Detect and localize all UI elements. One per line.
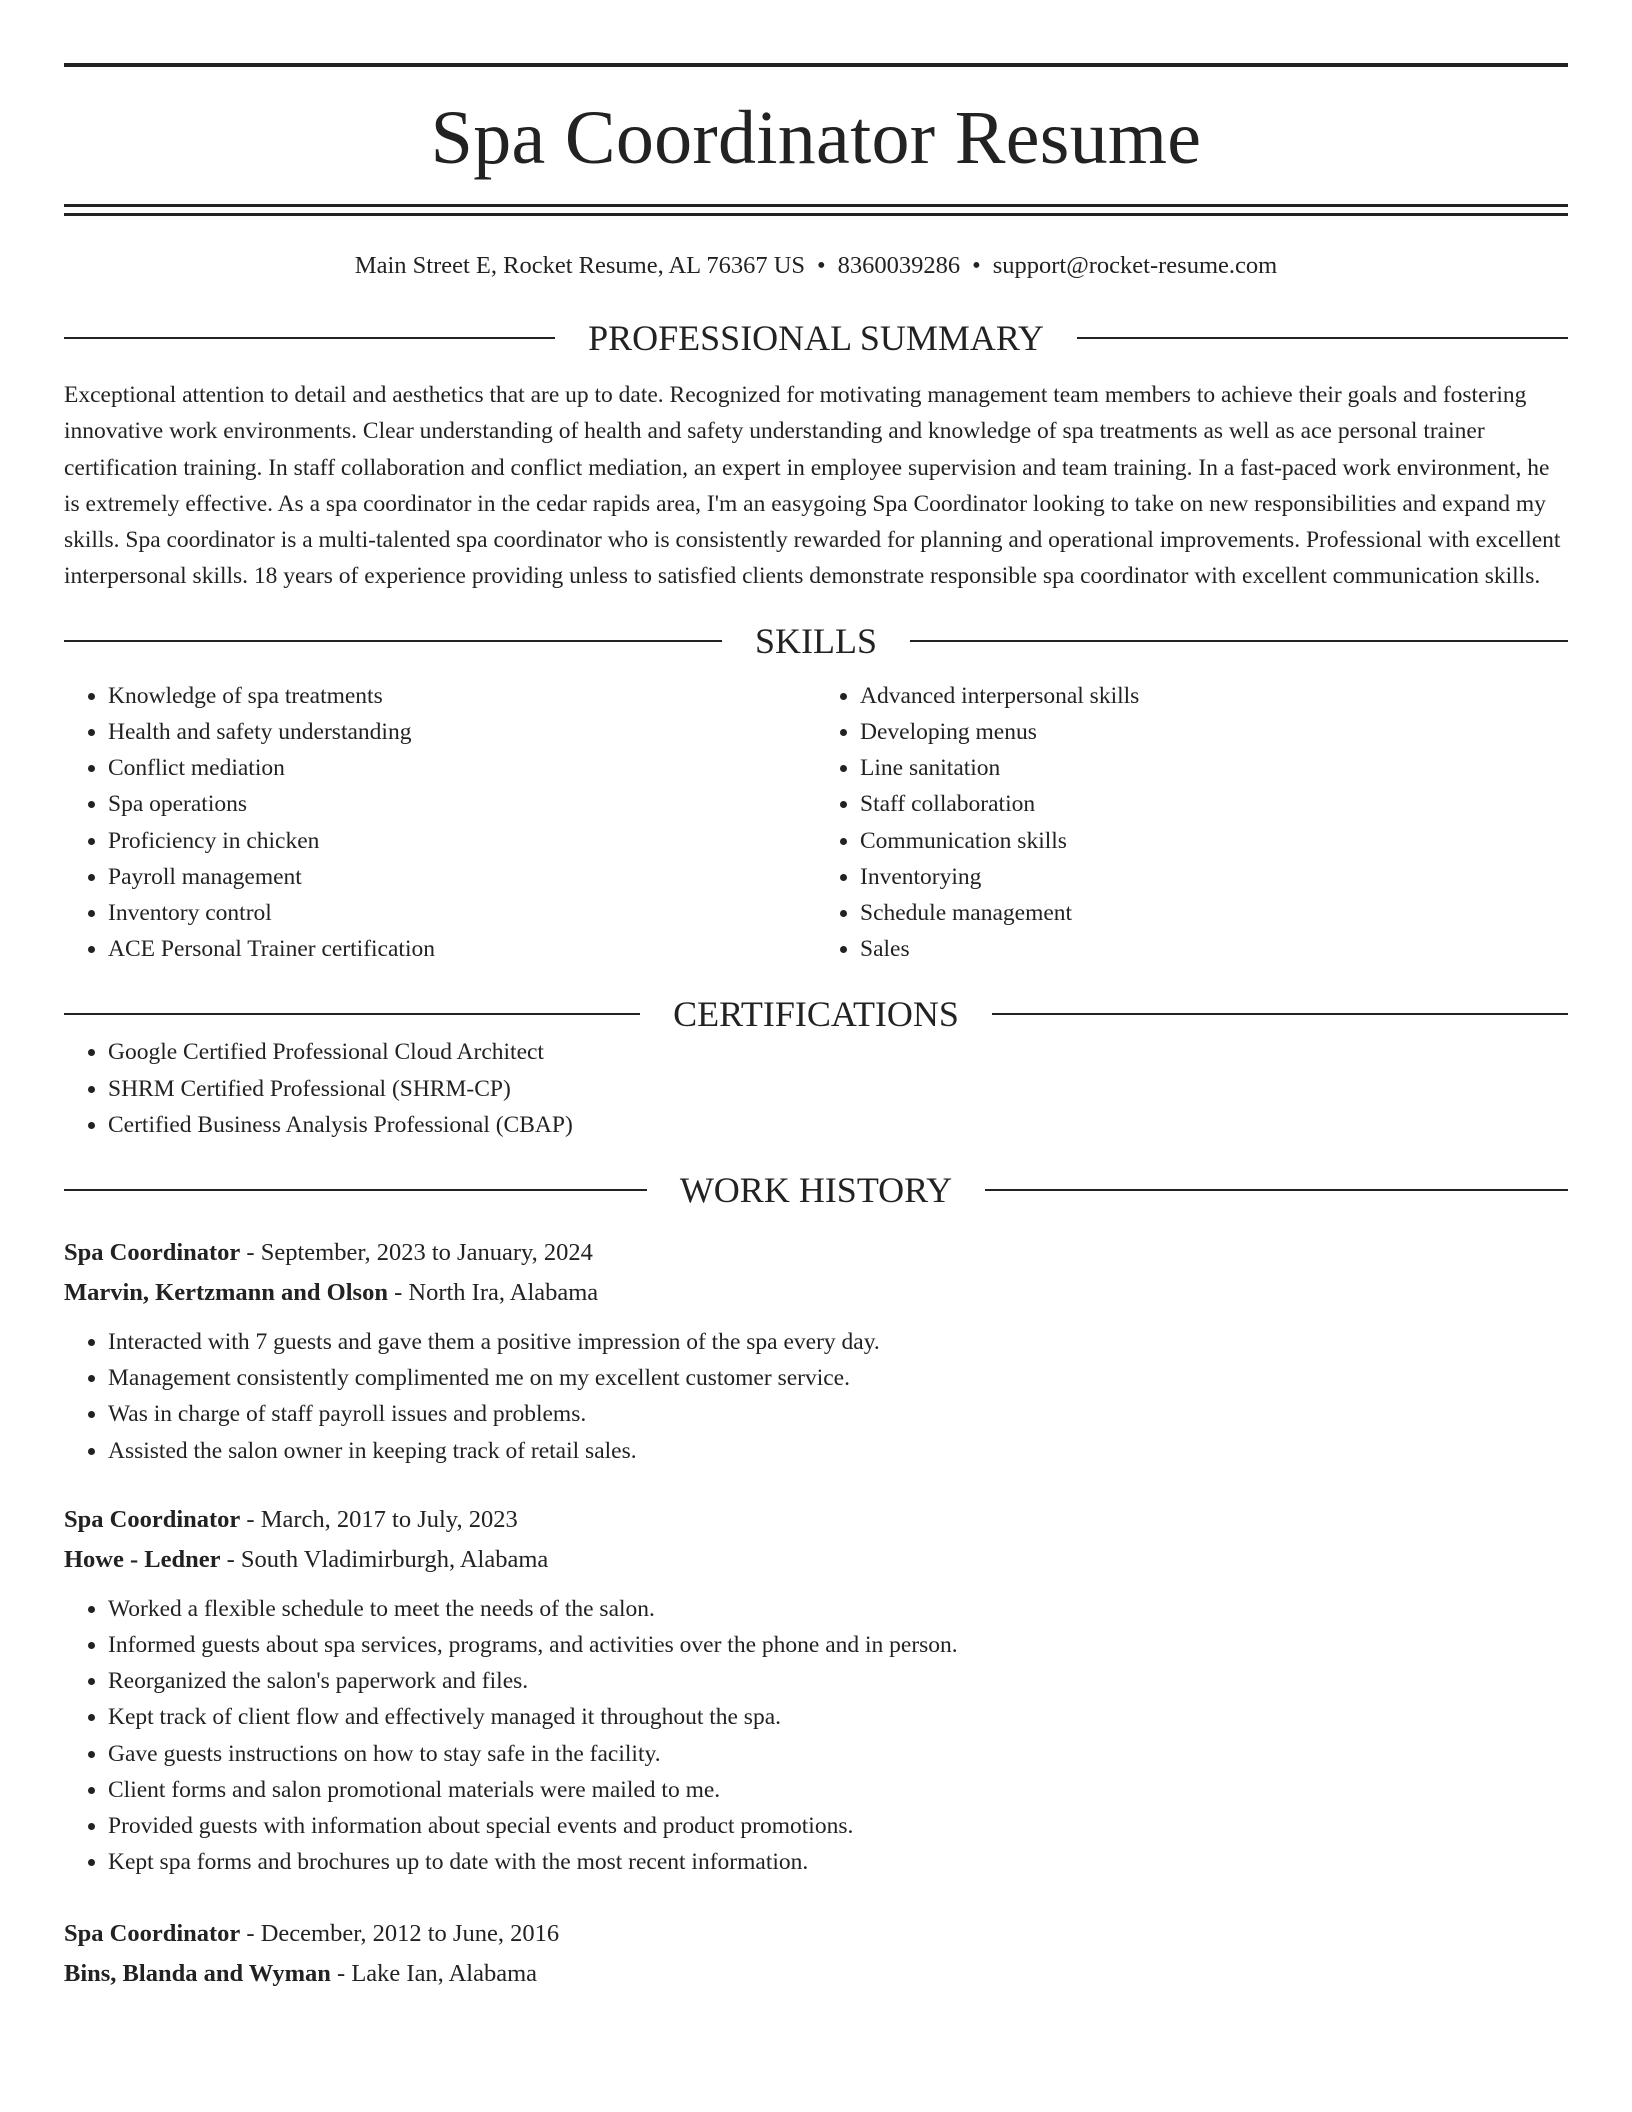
skill-item: • Advanced interpersonal skills <box>860 678 1568 714</box>
job-bullet: • Interacted with 7 guests and gave them a positive impression of the spa every day. <box>108 1324 1568 1360</box>
skills-heading <box>64 621 1568 661</box>
job-bullet: • Was in charge of staff payroll issues and problems. <box>108 1396 1568 1432</box>
certifications-list <box>64 1034 1568 1143</box>
job-company: Howe - Ledner <box>64 1545 221 1573</box>
skill-item: • Knowledge of spa treatments <box>108 678 816 714</box>
certification-item: • SHRM Certified Professional (SHRM-CP) <box>108 1071 1568 1107</box>
job-title: Spa Coordinator <box>64 1505 241 1533</box>
contact-phone: 8360039286 <box>837 252 961 279</box>
job-company-line <box>64 1540 1568 1580</box>
job-location: - North Ira, Alabama <box>387 1279 599 1307</box>
job-entry <box>64 1233 1568 1469</box>
job-bullet: • Gave guests instructions on how to stay safe in the facility. <box>108 1736 1568 1772</box>
skill-item: • Spa operations <box>108 786 816 822</box>
job-title: Spa Coordinator <box>64 1239 241 1267</box>
skill-item: • Developing menus <box>860 714 1568 750</box>
skill-item: • Conflict mediation <box>108 750 816 786</box>
skill-item: • Inventory control <box>108 895 816 931</box>
work-history-heading <box>64 1170 1568 1210</box>
page-title: Spa Coordinator Resume <box>430 96 1202 180</box>
skill-item: • Communication skills <box>860 823 1568 859</box>
skills-list-left <box>64 678 816 968</box>
certification-item: • Certified Business Analysis Professional (CBAP) <box>108 1107 1568 1143</box>
contact-email: support@rocket-resume.com <box>992 252 1278 279</box>
job-bullets <box>64 1324 1568 1469</box>
contact-address: Main Street E, Rocket Resume, AL 76367 US <box>354 252 806 279</box>
skills-columns <box>64 678 1568 968</box>
job-location: - Lake Ian, Alabama <box>330 1960 538 1988</box>
job-dates: - March, 2017 to July, 2023 <box>240 1505 518 1533</box>
title-double-rule <box>64 204 1568 216</box>
job-entry <box>64 1500 1568 1881</box>
job-bullets <box>64 1591 1568 1881</box>
job-bullet: • Worked a flexible schedule to meet the needs of the salon. <box>108 1591 1568 1627</box>
skill-item: • Schedule management <box>860 895 1568 931</box>
job-dates: - September, 2023 to January, 2024 <box>240 1239 593 1267</box>
certifications-heading-label: CERTIFICATIONS <box>673 994 959 1035</box>
job-entry <box>64 1914 1568 1994</box>
job-title-line <box>64 1233 1568 1273</box>
job-company: Marvin, Kertzmann and Olson <box>64 1279 388 1307</box>
job-dates: - December, 2012 to June, 2016 <box>240 1920 560 1948</box>
summary-heading <box>64 318 1568 358</box>
top-rule <box>64 63 1568 67</box>
skill-item: • Payroll management <box>108 859 816 895</box>
contact-separator: • <box>972 252 981 279</box>
job-title: Spa Coordinator <box>64 1920 241 1948</box>
skills-heading-label: SKILLS <box>755 620 878 661</box>
certifications-heading <box>64 994 1568 1034</box>
skill-item: • Inventorying <box>860 859 1568 895</box>
skill-item: • Sales <box>860 931 1568 967</box>
skill-item: • Line sanitation <box>860 750 1568 786</box>
job-title-line <box>64 1914 1568 1954</box>
job-bullet: • Client forms and salon promotional materials were mailed to me. <box>108 1772 1568 1808</box>
skill-item: • Proficiency in chicken <box>108 823 816 859</box>
summary-text: Exceptional attention to detail and aesthetics that are up to date. Recognized for motivating management team members to achieve their goals and fostering innovative work environments. Clear understanding of health and safety understanding and knowledge of spa treatments as well as ace personal trainer certification training. In staff collaboration and conflict mediation, an expert in employee supervision and team training. In a fast-paced work environment, he is extremely effective. As a spa coordinator in the cedar rapids area, I'm an easygoing Spa Coordinator looking to take on new responsibilities and expand my skills. Spa coordinator is a multi-talented spa coordinator who is consistently rewarded for planning and operational improvements. Professional with excellent interpersonal skills. 18 years of experience providing unless to satisfied clients demonstrate responsible spa coordinator with excellent communication skills. <box>64 382 1561 590</box>
skill-item: • ACE Personal Trainer certification <box>108 931 816 967</box>
certification-item: • Google Certified Professional Cloud Architect <box>108 1034 1568 1070</box>
skill-item: • Health and safety understanding <box>108 714 816 750</box>
summary-heading-label: PROFESSIONAL SUMMARY <box>588 318 1044 358</box>
job-bullet: • Management consistently complimented me on my excellent customer service. <box>108 1360 1568 1396</box>
job-location: - South Vladimirburgh, Alabama <box>220 1545 549 1573</box>
skill-item: • Staff collaboration <box>860 786 1568 822</box>
job-company: Bins, Blanda and Wyman <box>64 1960 331 1988</box>
contact-separator: • <box>817 252 826 279</box>
job-bullet: • Informed guests about spa services, programs, and activities over the phone and in person. <box>108 1627 1568 1663</box>
job-title-line <box>64 1500 1568 1540</box>
job-bullet: • Provided guests with information about special events and product promotions. <box>108 1808 1568 1844</box>
job-bullet: • Kept spa forms and brochures up to date with the most recent information. <box>108 1844 1568 1880</box>
job-bullet: • Kept track of client flow and effectively managed it throughout the spa. <box>108 1699 1568 1735</box>
contact-line <box>64 250 1568 282</box>
job-company-line <box>64 1273 1568 1313</box>
job-bullet: • Reorganized the salon's paperwork and files. <box>108 1663 1568 1699</box>
job-company-line <box>64 1954 1568 1994</box>
skills-list-right <box>816 678 1568 968</box>
job-bullet: • Assisted the salon owner in keeping track of retail sales. <box>108 1433 1568 1469</box>
work-history-heading-label: WORK HISTORY <box>679 1170 953 1211</box>
